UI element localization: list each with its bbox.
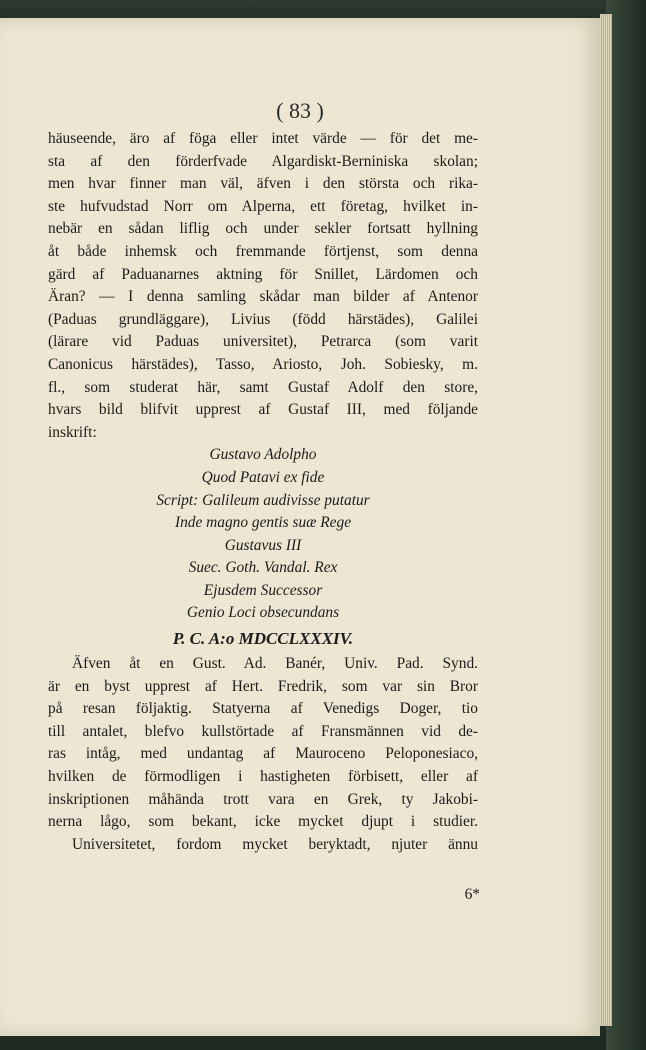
text-line: Äran? — I denna samling skådar man bilder af Antenor: [48, 288, 478, 306]
text-line: till antalet, blefvo kullstörtade af Fransmännen vid de-: [48, 722, 478, 740]
inscription-date: P. C. A:o MDCCLXXXIV.: [172, 629, 354, 649]
text-line: sta af den förderfvade Algardiskt-Berniniska skolan;: [48, 152, 478, 170]
text-line: (Paduas grundläggare), Livius (född härstädes), Galilei: [48, 310, 478, 328]
inscription-line: Gustavus III: [224, 536, 302, 554]
signature-mark: 6*: [464, 886, 480, 903]
text-line: hvars bild blifvit upprest af Gustaf III, med följande: [48, 401, 478, 419]
inscription-line: Script: Galileum audivisse putatur: [156, 491, 370, 509]
text-line: nerna lågo, som bekant, icke mycket djupt i studier.: [48, 813, 478, 831]
inscription-line: Quod Patavi ex fide: [201, 468, 325, 486]
text-line: men hvar finner man väl, äfven i den största och rika-: [48, 175, 478, 193]
text-line: ste hufvudstad Norr om Alperna, ett företag, hvilket in-: [48, 197, 478, 215]
text-line: häuseende, äro af föga eller intet värde — för det me-: [48, 130, 478, 147]
inscription-line: Gustavo Adolpho: [209, 446, 317, 464]
paragraph-2: [48, 653, 478, 856]
text-line: inskrift:: [48, 423, 97, 441]
inscription-line: Inde magno gentis suæ Rege: [174, 514, 352, 532]
inscription-line: Genio Loci obsecundans: [186, 604, 340, 622]
page-number: ( 83 ): [276, 98, 324, 123]
text-line: ras intåg, med undantag af Mauroceno Peloponesiaco,: [48, 745, 478, 763]
book-cover-right: [606, 0, 646, 1050]
text-line: Universitetet, fordom mycket beryktadt, njuter ännu: [72, 835, 478, 853]
text-line: Äfven åt en Gust. Ad. Banér, Univ. Pad. Synd.: [72, 655, 478, 673]
text-line: är en byst upprest af Hert. Fredrik, som var sin Bror: [48, 677, 478, 695]
inscription-line: Suec. Goth. Vandal. Rex: [188, 559, 338, 577]
text-line: fl., som studerat här, samt Gustaf Adolf den store,: [48, 378, 478, 396]
text-line: på resan följaktig. Statyerna af Venedigs Doger, tio: [48, 700, 478, 718]
text-line: hvilken de förmodligen i hastigheten förbisett, eller af: [48, 768, 478, 786]
text-line: inskriptionen måhända trott vara en Grek, ty Jakobi-: [48, 790, 478, 808]
text-line: nebär en sådan liflig och under sekler fortsatt hyllning: [48, 220, 478, 238]
text-line: Canonicus härstädes), Tasso, Ariosto, Joh. Sobiesky, m.: [48, 355, 478, 373]
inscription: [48, 444, 478, 653]
text-line: (lärare vid Paduas universitet), Petrarca (som varit: [48, 333, 478, 351]
inscription-line: Ejusdem Successor: [203, 581, 323, 599]
text-line: åt både inhemsk och fremmande förtjenst, som denna: [48, 242, 478, 260]
page-text: [48, 128, 478, 856]
paragraph-1: [48, 128, 478, 444]
text-line: gärd af Paduanarnes aktning för Snillet, Lärdomen och: [48, 265, 478, 283]
page-edges: [600, 14, 612, 1026]
